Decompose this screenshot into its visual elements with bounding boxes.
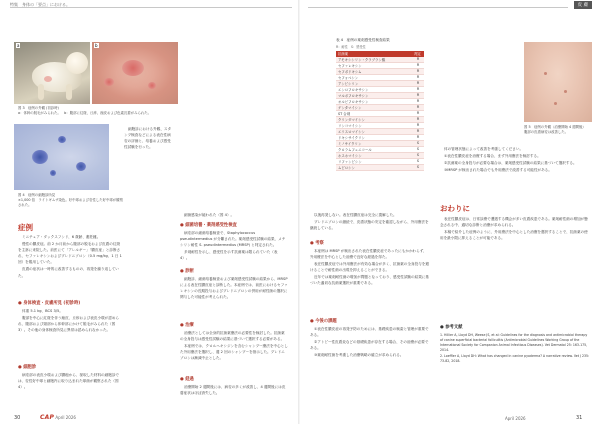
footer-date: April 2026 (55, 415, 76, 420)
skin-spot (564, 90, 567, 93)
treatment-text: 治療法としては全身的抗菌薬療法の必要性を検討した。抗菌薬の全身投与は感受性試験の結果に基づいて選択する必要がある。 本症例では、クロルヘキシジンを含むシャンプー療法を中心とした外用療法を選択し、週 2 回のシャンプーを指示した。プレドニゾロンは漸減中止とした。 (180, 331, 288, 361)
drug-name-cell: アモキシシリン・クラブラン酸 (336, 57, 412, 63)
subheading-culture: ● 細菌培養・薬剤感受性検査 (180, 223, 237, 228)
section-heading-case: 症例 (18, 223, 33, 232)
result-cell: R (412, 128, 424, 134)
drug-name-cell: ドキシサイクリン (336, 134, 412, 140)
result-cell: S (412, 158, 424, 164)
dog-leg (66, 84, 72, 100)
treatment-points-text: 体の管理状態によって改善を考慮してください。 ①表在性膿皮症を治療する場合、まず外用療法を検討する。 ②抗菌薬の全身投与が必要な場合は、薬剤感受性試験の結果に基づいて選択する。 ③MRSP が検出された場合でも外用療法で改善する可能性がある。 (444, 147, 577, 173)
header-rule (308, 7, 568, 8)
table-4-title: 表 4 症例の薬剤感受性検査結果 (336, 38, 390, 42)
skin-lesion (104, 78, 114, 86)
physical-exam-text: 体重 5.1 kg、BCS 3/5。 腹部を中心に紅斑を伴う痂皮、丘疹および表皮小環が認められ、腹部および頸部から体幹部にかけて脱毛がみられた（図 3）。その他の身体検査所見に異常は認められなかった。 (18, 309, 120, 333)
result-cell: R (412, 57, 424, 63)
intro-paragraph: 細胞診における外観、スタンプ検査などによる表在性病変の評価と、培養および感受性試験を行った。 (124, 127, 172, 150)
subheading-references: ● 参考文献 (440, 325, 463, 330)
drug-name-cell: オルビフロキサシン (336, 98, 412, 104)
susceptibility-table (336, 51, 424, 171)
drug-name-cell: エリスロマイシン (336, 128, 412, 134)
result-cell: R (412, 98, 424, 104)
cytology-text: 病変部の表皮小環および膿疱から、採取した材料の細胞診では、変性好中球と細胞内に取り込まれた球菌が観察された（図 4）。 (18, 373, 120, 390)
drug-name-cell: ゲンタマイシン (336, 104, 412, 110)
footer-left (40, 414, 76, 421)
footer-right-date: April 2026 (505, 416, 526, 421)
drug-name-cell: ST 合剤 (336, 110, 412, 116)
section-heading-conclusion: おわりに (440, 204, 470, 213)
figure-5-skin-photo (524, 42, 592, 122)
figure-3a-label: a (17, 43, 20, 48)
drug-name-cell: マルボフロキサシン (336, 92, 412, 98)
result-cell: R (412, 122, 424, 128)
subheading-future-issues: ● 今後の課題 (310, 319, 337, 324)
figure-3b-skin-photo (92, 42, 178, 104)
skin-lesion (148, 82, 156, 89)
result-cell: S (412, 164, 424, 170)
drug-name-cell: リファンピシン (336, 158, 412, 164)
culture-text: 病変部の細菌培養検査で、Staphylococcus pseudintermedius が分離された。薬剤感受性試験の結果、メチシリン耐性 S. pseudintermedius (MRSP) と判定された。 多剤耐性を示し、感受性を示す抗菌薬は限られていた（表 4）。 (180, 231, 286, 261)
conclusion-text: 表在性膿皮症は、日常診療で遭遇する機会が多い皮膚疾患である。薬剤耐性菌の増加が懸念される中、適切な診断と治療が求められる。 本稿で紹介した症例のように、外用療法を中心とした治療を選択することで、抗菌薬の使用を最小限に抑えることが可能である。 (440, 217, 588, 241)
drug-name-cell: リンコマイシン (336, 122, 412, 128)
figure-4-caption: 図 4 症例の細胞診所見 ×1,000 倍 ライトギムザ染色。好中球および変性した好中球が観察された。 (18, 193, 123, 207)
dog-lesion (44, 76, 52, 82)
section-tag: 皮 膚 (574, 1, 592, 9)
result-cell: R (412, 86, 424, 92)
result-cell: R (412, 80, 424, 86)
result-cell: S (412, 146, 424, 152)
page-number-left: 30 (14, 415, 21, 421)
result-cell: R (412, 74, 424, 80)
reference-item: 1. Hillier A, Lloyd DH, Weese JS, et al: Guidelines for the diagnosis and antimicrobial therapy of canine superficial bacterial folliculitis (Antimicrobial Guidelines Working Group of the International Society for Companion Animal Infectious Diseases). Vet Dermatol 25: 163-175, 2014. (440, 333, 588, 352)
drug-name-cell: セファレキシン (336, 62, 412, 68)
subheading-discussion: ● 考察 (310, 241, 324, 246)
future-issues-text: ①表在性膿皮症の再発予防のためには、基礎疾患の検索と管理が重要である。 ②アトピー性皮膚炎などの基礎疾患が存在する場合、その治療が必要である。 ③薬剤耐性菌を考慮した治療戦略の確立が求められる。 (310, 327, 429, 358)
result-cell: R (412, 110, 424, 116)
drug-name-cell: セフォベシン (336, 74, 412, 80)
dog-leg (38, 84, 44, 100)
drug-name-cell: ホスホマイシン (336, 152, 412, 158)
table-header-drug: 抗菌薬 (336, 51, 412, 57)
figure-5-caption: 図 5 症例の外観（治療開始 4 週間後） 腹部の皮膚病変は改善した。 (524, 125, 586, 134)
cell-nucleus (50, 170, 56, 176)
drug-name-cell: エンロフロキサシン (336, 86, 412, 92)
cell-nucleus (58, 136, 66, 143)
reference-item: 2. Loeffler A, Lloyd DH: What has changed in canine pyoderma? A narrative review. Vet J 235: 73-82, 2018. (440, 354, 590, 363)
dog-head (66, 52, 88, 74)
cytology-text-continued: 細菌感染が疑われた（図 4）。 (184, 213, 235, 217)
figure-3a-dog-photo (14, 42, 90, 104)
skin-spot (544, 72, 547, 75)
cell-nucleus (32, 150, 48, 164)
drug-name-cell: クリンダマイシン (336, 116, 412, 122)
figure-3-caption: 図 3 症例の外観 (初診時) a：体幹の脱毛がみられた。 b：腹部に紅斑、丘疹、痂皮および色素沈着がみられた。 (18, 106, 152, 115)
case-outcome-text: 以後再発しない。表在性膿皮症は完全に寛解した。 プレドニゾロンの継続で、皮膚状態の安定を確認しながら、外用療法を継続している。 (310, 213, 429, 231)
result-cell: R (412, 104, 424, 110)
right-page (300, 0, 600, 424)
subheading-treatment: ● 治療 (180, 323, 194, 328)
result-cell: R (412, 92, 424, 98)
result-cell: R (412, 68, 424, 74)
course-text: 治療開始 2 週間後には、病変の多くが改善し、4 週間後には皮膚症状はほぼ消失した。 (180, 385, 286, 396)
result-cell: R (412, 134, 424, 140)
result-cell: R (412, 62, 424, 68)
subheading-physical-exam: ● 身体検査・皮膚所見 (初診時) (18, 301, 81, 306)
figure-4-cytology-photo (14, 124, 109, 190)
drug-name-cell: アンピシリン (336, 80, 412, 86)
result-cell: S (412, 140, 424, 146)
diagnosis-text: 細胞診、細菌培養検査および薬剤感受性試験の結果から、MRSP による表在性膿皮症と診断した。本症例では、前医におけるセファレキシンの長期投与およびプレドニゾロンの併用が耐性菌の選択に関与した可能性が考えられた。 (180, 277, 288, 300)
case-text: ミニチュア・ダックスフンド、6 歳齢、避妊雌。 慢性の膿皮症。前 2 か月前から腹部の脱毛および皮膚の紅斑を主訴に来院した。前医にて「アレルギー」「膿皮症」と診断され、セファレキシンおよびプレドニゾロン（0.5 mg/kg、1 日 1 回）を服用していた。 皮膚の症状は一時的に改善するものの、再発を繰り返していた。 (18, 235, 122, 278)
drug-name-cell: セフポドキシム (336, 68, 412, 74)
drug-name-cell: ムピロシン (336, 164, 412, 170)
journal-logo: CAP (40, 414, 55, 421)
subheading-course: ● 経過 (180, 377, 194, 382)
skin-lesion (122, 60, 144, 76)
header-section-title: 特集 身体の「要点」における。 (10, 2, 70, 7)
table-4-legend: R：耐性 S：感受性 (336, 45, 366, 49)
discussion-text: 本症例は MRSP が検出された表在性膿皮症であったにもかかわらず、外用療法を中心とした治療で良好な経過を得た。 表在性膿皮症では外用療法が有効な場合が多く、抗菌薬の全身投与を避けることで耐性菌の出現を抑えることができる。 近年では薬剤耐性菌の増加が問題となっており、感受性試験の結果に基づいた適切な抗菌薬選択が重要である。 (310, 249, 429, 286)
subheading-diagnosis: ● 診断 (180, 269, 194, 274)
cell-nucleus (76, 162, 86, 171)
skin-spot (554, 102, 557, 105)
drug-name-cell: クロラムフェニコール (336, 146, 412, 152)
references-list (440, 333, 590, 409)
table-header-result: 判定 (412, 51, 424, 57)
table-row (336, 164, 424, 170)
drug-name-cell: ミノサイクリン (336, 140, 412, 146)
result-cell: R (412, 116, 424, 122)
figure-3b-label: b (95, 43, 98, 48)
result-cell: S (412, 152, 424, 158)
page-number-right: 31 (576, 415, 583, 421)
subheading-cytology: ● 細胞診 (18, 365, 37, 370)
